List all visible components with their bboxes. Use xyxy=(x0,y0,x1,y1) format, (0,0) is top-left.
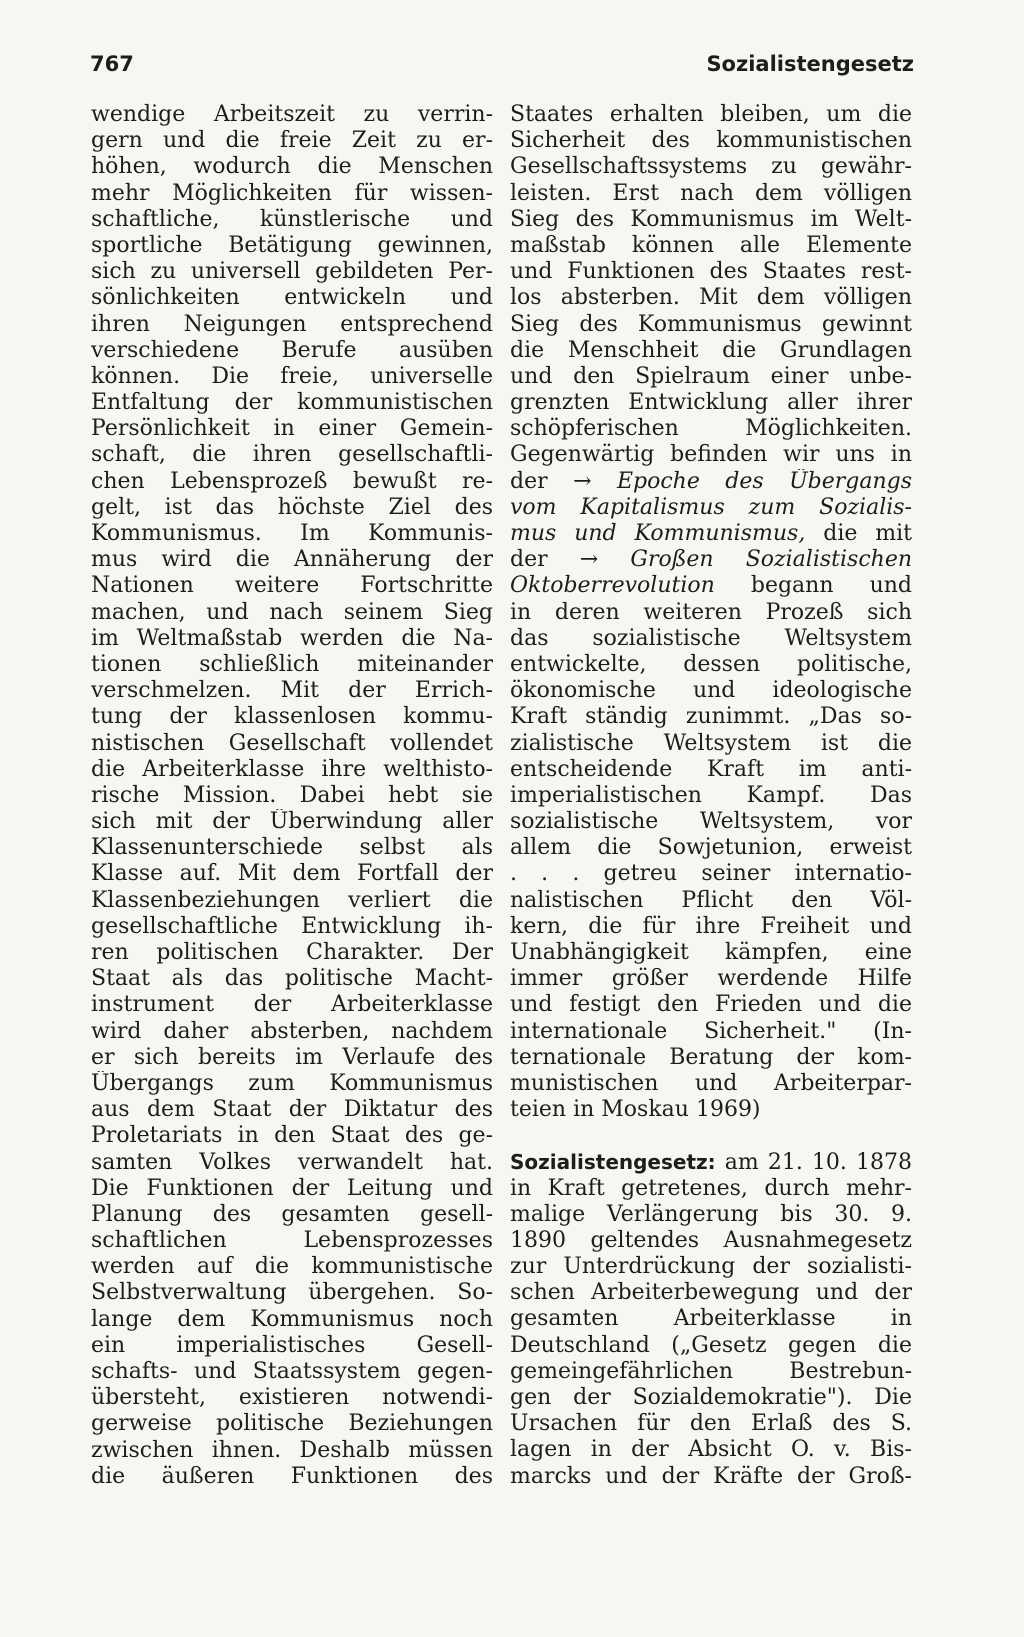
text-line: Die Funktionen der Leitung und xyxy=(91,1175,493,1201)
right-column xyxy=(510,102,912,1490)
text-line: Staates erhalten bleiben, um die xyxy=(510,102,912,127)
text-line: die Menschheit die Grundlagen xyxy=(510,337,912,363)
text-line: imperialistischen Kampf. Das xyxy=(510,782,912,808)
text-line: entwickelte, dessen politische, xyxy=(510,651,912,677)
text-line: 1890 geltendes Ausnahmegesetz xyxy=(510,1227,912,1253)
text-line: sportliche Betätigung gewinnen, xyxy=(91,232,493,258)
right-column-text-b xyxy=(510,600,912,1124)
text-line: Klasse auf. Mit dem Fortfall der xyxy=(91,861,493,887)
text-line: Proletariats in den Staat des ge- xyxy=(91,1123,493,1149)
text-line: Unabhängigkeit kämpfen, eine xyxy=(510,940,912,965)
right-column-text-a xyxy=(510,102,912,469)
cross-reference-arrow: → xyxy=(573,468,592,494)
text-line: maßstab können alle Elemente xyxy=(510,232,912,258)
text-line: Ursachen für den Erlaß des S. xyxy=(510,1411,912,1437)
text-line: gemeingefährlichen Bestrebun- xyxy=(510,1358,912,1384)
entry-body xyxy=(510,1176,912,1490)
text-line: Klassenbeziehungen verliert die xyxy=(91,887,493,913)
text-line: sich zu universell gebildeten Per- xyxy=(91,259,493,285)
entry-term: Sozialistengesetz: xyxy=(510,1150,716,1175)
text-line: Kraft ständig zunimmt. „Das so- xyxy=(510,704,912,730)
text-line: und den Spielraum einer unbe- xyxy=(510,363,912,389)
text-line: wendige Arbeitszeit zu verrin- xyxy=(91,102,493,127)
text-line: ökonomische und ideologische xyxy=(510,678,912,704)
entry-spacer xyxy=(510,1123,912,1149)
cross-reference-link[interactable]: Oktoberrevolution xyxy=(510,573,715,599)
text-line: zialistische Weltsystem ist die xyxy=(510,730,912,756)
text-line: schaftliche, künstlerische und xyxy=(91,206,493,232)
text-line: kern, die für ihre Freiheit und xyxy=(510,913,912,939)
text-line: gelt, ist das höchste Ziel des xyxy=(91,494,493,520)
text-line: die äußeren Funktionen des xyxy=(91,1463,493,1489)
text-line: lagen in der Absicht O. v. Bis- xyxy=(510,1437,912,1463)
text-line: Deutschland („Gesetz gegen die xyxy=(510,1332,912,1358)
text-line: ren politischen Charakter. Der xyxy=(91,940,493,965)
text-line: Nationen weitere Fortschritte xyxy=(91,573,493,599)
text-line: ein imperialistisches Gesell- xyxy=(91,1332,493,1358)
text-line: in deren weiteren Prozeß sich xyxy=(510,599,912,625)
text-line: schen Arbeiterbewegung und der xyxy=(510,1280,912,1306)
text-line: teien in Moskau 1969) xyxy=(510,1097,761,1123)
text-line: los absterben. Mit dem völligen xyxy=(510,285,912,311)
text-line: Staat als das politische Macht- xyxy=(91,966,493,992)
text-line: Sicherheit des kommunistischen xyxy=(510,128,912,154)
text-line: Klassenunterschiede selbst als xyxy=(91,835,493,861)
running-head xyxy=(86,52,914,88)
text-line: gesellschaftliche Entwicklung ih- xyxy=(91,913,493,939)
text-line: leisten. Erst nach dem völligen xyxy=(510,180,912,206)
text-line: in Kraft getretenes, durch mehr- xyxy=(510,1175,912,1201)
text-line: marcks und der Kräfte der Groß- xyxy=(510,1463,912,1489)
text-line: gern und die freie Zeit zu er- xyxy=(91,128,493,154)
text-line: . . . getreu seiner internatio- xyxy=(510,861,912,887)
text-line: gesamten Arbeiterklasse in xyxy=(510,1306,912,1332)
text-line: machen, und nach seinem Sieg xyxy=(91,599,493,625)
text-line: rische Mission. Dabei hebt sie xyxy=(91,782,493,808)
text-line: höhen, wodurch die Menschen xyxy=(91,154,493,180)
text-line: ternationale Beratung der kom- xyxy=(510,1044,912,1070)
text-line: Sieg des Kommunismus im Welt- xyxy=(510,206,912,232)
reference-line: der → Großen Sozialistischen xyxy=(510,547,912,573)
text-line: Übergangs zum Kommunismus xyxy=(91,1070,493,1096)
text-line: sönlichkeiten entwickeln und xyxy=(91,285,493,311)
text-line: übersteht, existieren notwendi- xyxy=(91,1385,493,1411)
text-line: Selbstverwaltung übergehen. So- xyxy=(91,1280,493,1306)
text-line: aus dem Staat der Diktatur des xyxy=(91,1097,493,1123)
text-line: er sich bereits im Verlaufe des xyxy=(91,1044,493,1070)
text-line: grenzten Entwicklung aller ihrer xyxy=(510,390,912,416)
text-line: lange dem Kommunismus noch xyxy=(91,1306,493,1332)
text-line: die Arbeiterklasse ihre welthisto- xyxy=(91,756,493,782)
text-line: können. Die freie, universelle xyxy=(91,363,493,389)
cross-reference-link[interactable]: Großen Sozialistischen xyxy=(630,547,912,573)
text-line: zur Unterdrückung der sozialisti- xyxy=(510,1254,912,1280)
text-line: internationale Sicherheit." (In- xyxy=(510,1018,912,1044)
text-line: instrument der Arbeiterklasse xyxy=(91,992,493,1018)
left-column xyxy=(91,102,493,1490)
text-line: ihren Neigungen entsprechend xyxy=(91,311,493,337)
text-line: sich mit der Überwindung aller xyxy=(91,809,493,835)
text-line: werden auf die kommunistische xyxy=(91,1254,493,1280)
text-line: allem die Sowjetunion, erweist xyxy=(510,835,912,861)
text-line: tionen schließlich miteinander xyxy=(91,651,493,677)
text-line: im Weltmaßstab werden die Na- xyxy=(91,625,493,651)
text-line: gen der Sozialdemokratie"). Die xyxy=(510,1385,912,1410)
reference-line: der → Epoche des Übergangs xyxy=(510,468,912,494)
text-line: malige Verlängerung bis 30. 9. xyxy=(510,1201,912,1227)
text-line: schaftlichen Lebensprozesses xyxy=(91,1228,493,1254)
text-line: und festigt den Frieden und die xyxy=(510,992,912,1018)
text-line: Gesellschaftssystems zu gewähr- xyxy=(510,154,912,180)
text-line: Kommunismus. Im Kommunis- xyxy=(91,521,493,546)
text-line: Planung des gesamten gesell- xyxy=(91,1201,493,1227)
reference-line: mus und Kommunismus, die mit xyxy=(510,521,912,546)
text-line: verschmelzen. Mit der Errich- xyxy=(91,678,493,704)
text-line: das sozialistische Weltsystem xyxy=(510,625,912,651)
text-line: zwischen ihnen. Deshalb müssen xyxy=(91,1437,493,1463)
section-title: Sozialistengesetz xyxy=(706,52,914,76)
text-line: Sieg des Kommunismus gewinnt xyxy=(510,311,912,337)
cross-reference-link[interactable]: mus und Kommunismus, xyxy=(510,521,806,546)
text-line: sozialistische Weltsystem, vor xyxy=(510,809,912,835)
text-line: schöpferischen Möglichkeiten. xyxy=(510,416,912,442)
text-line: schafts- und Staatssystem gegen- xyxy=(91,1359,493,1384)
text-line: chen Lebensprozeß bewußt re- xyxy=(91,468,493,494)
text-line: immer größer werdende Hilfe xyxy=(510,966,912,992)
text-line: wird daher absterben, nachdem xyxy=(91,1018,493,1044)
text-line: entscheidende Kraft im anti- xyxy=(510,756,912,782)
text-line: nistischen Gesellschaft vollendet xyxy=(91,730,493,756)
text-line: samten Volkes verwandelt hat. xyxy=(91,1149,493,1175)
text-line: Persönlichkeit in einer Gemein- xyxy=(91,416,493,442)
page-number: 767 xyxy=(90,52,134,76)
cross-reference-arrow: → xyxy=(579,547,599,573)
text-line: Entfaltung der kommunistischen xyxy=(91,390,493,416)
text-line: nalistischen Pflicht den Völ- xyxy=(510,887,912,913)
text-line: und Funktionen des Staates rest- xyxy=(510,259,912,285)
text-line: munistischen und Arbeiterpar- xyxy=(510,1070,912,1096)
text-line: mus wird die Annäherung der xyxy=(91,547,493,573)
text-line: mehr Möglichkeiten für wissen- xyxy=(91,180,493,206)
text-line: tung der klassenlosen kommu- xyxy=(91,704,493,730)
cross-reference-link[interactable]: vom Kapitalismus zum Sozialis- xyxy=(510,494,912,520)
text-line: schaft, die ihren gesellschaftli- xyxy=(91,442,493,468)
text-line: gerweise politische Beziehungen xyxy=(91,1411,493,1437)
cross-reference-link[interactable]: Epoche des Übergangs xyxy=(616,468,912,494)
text-line: verschiedene Berufe ausüben xyxy=(91,337,493,363)
entry-headline: Sozialistengesetz: am 21. 10. 1878 xyxy=(510,1150,912,1176)
text-line: Gegenwärtig befinden wir uns in xyxy=(510,442,912,468)
reference-line: Oktoberrevolution begann und xyxy=(510,573,912,599)
